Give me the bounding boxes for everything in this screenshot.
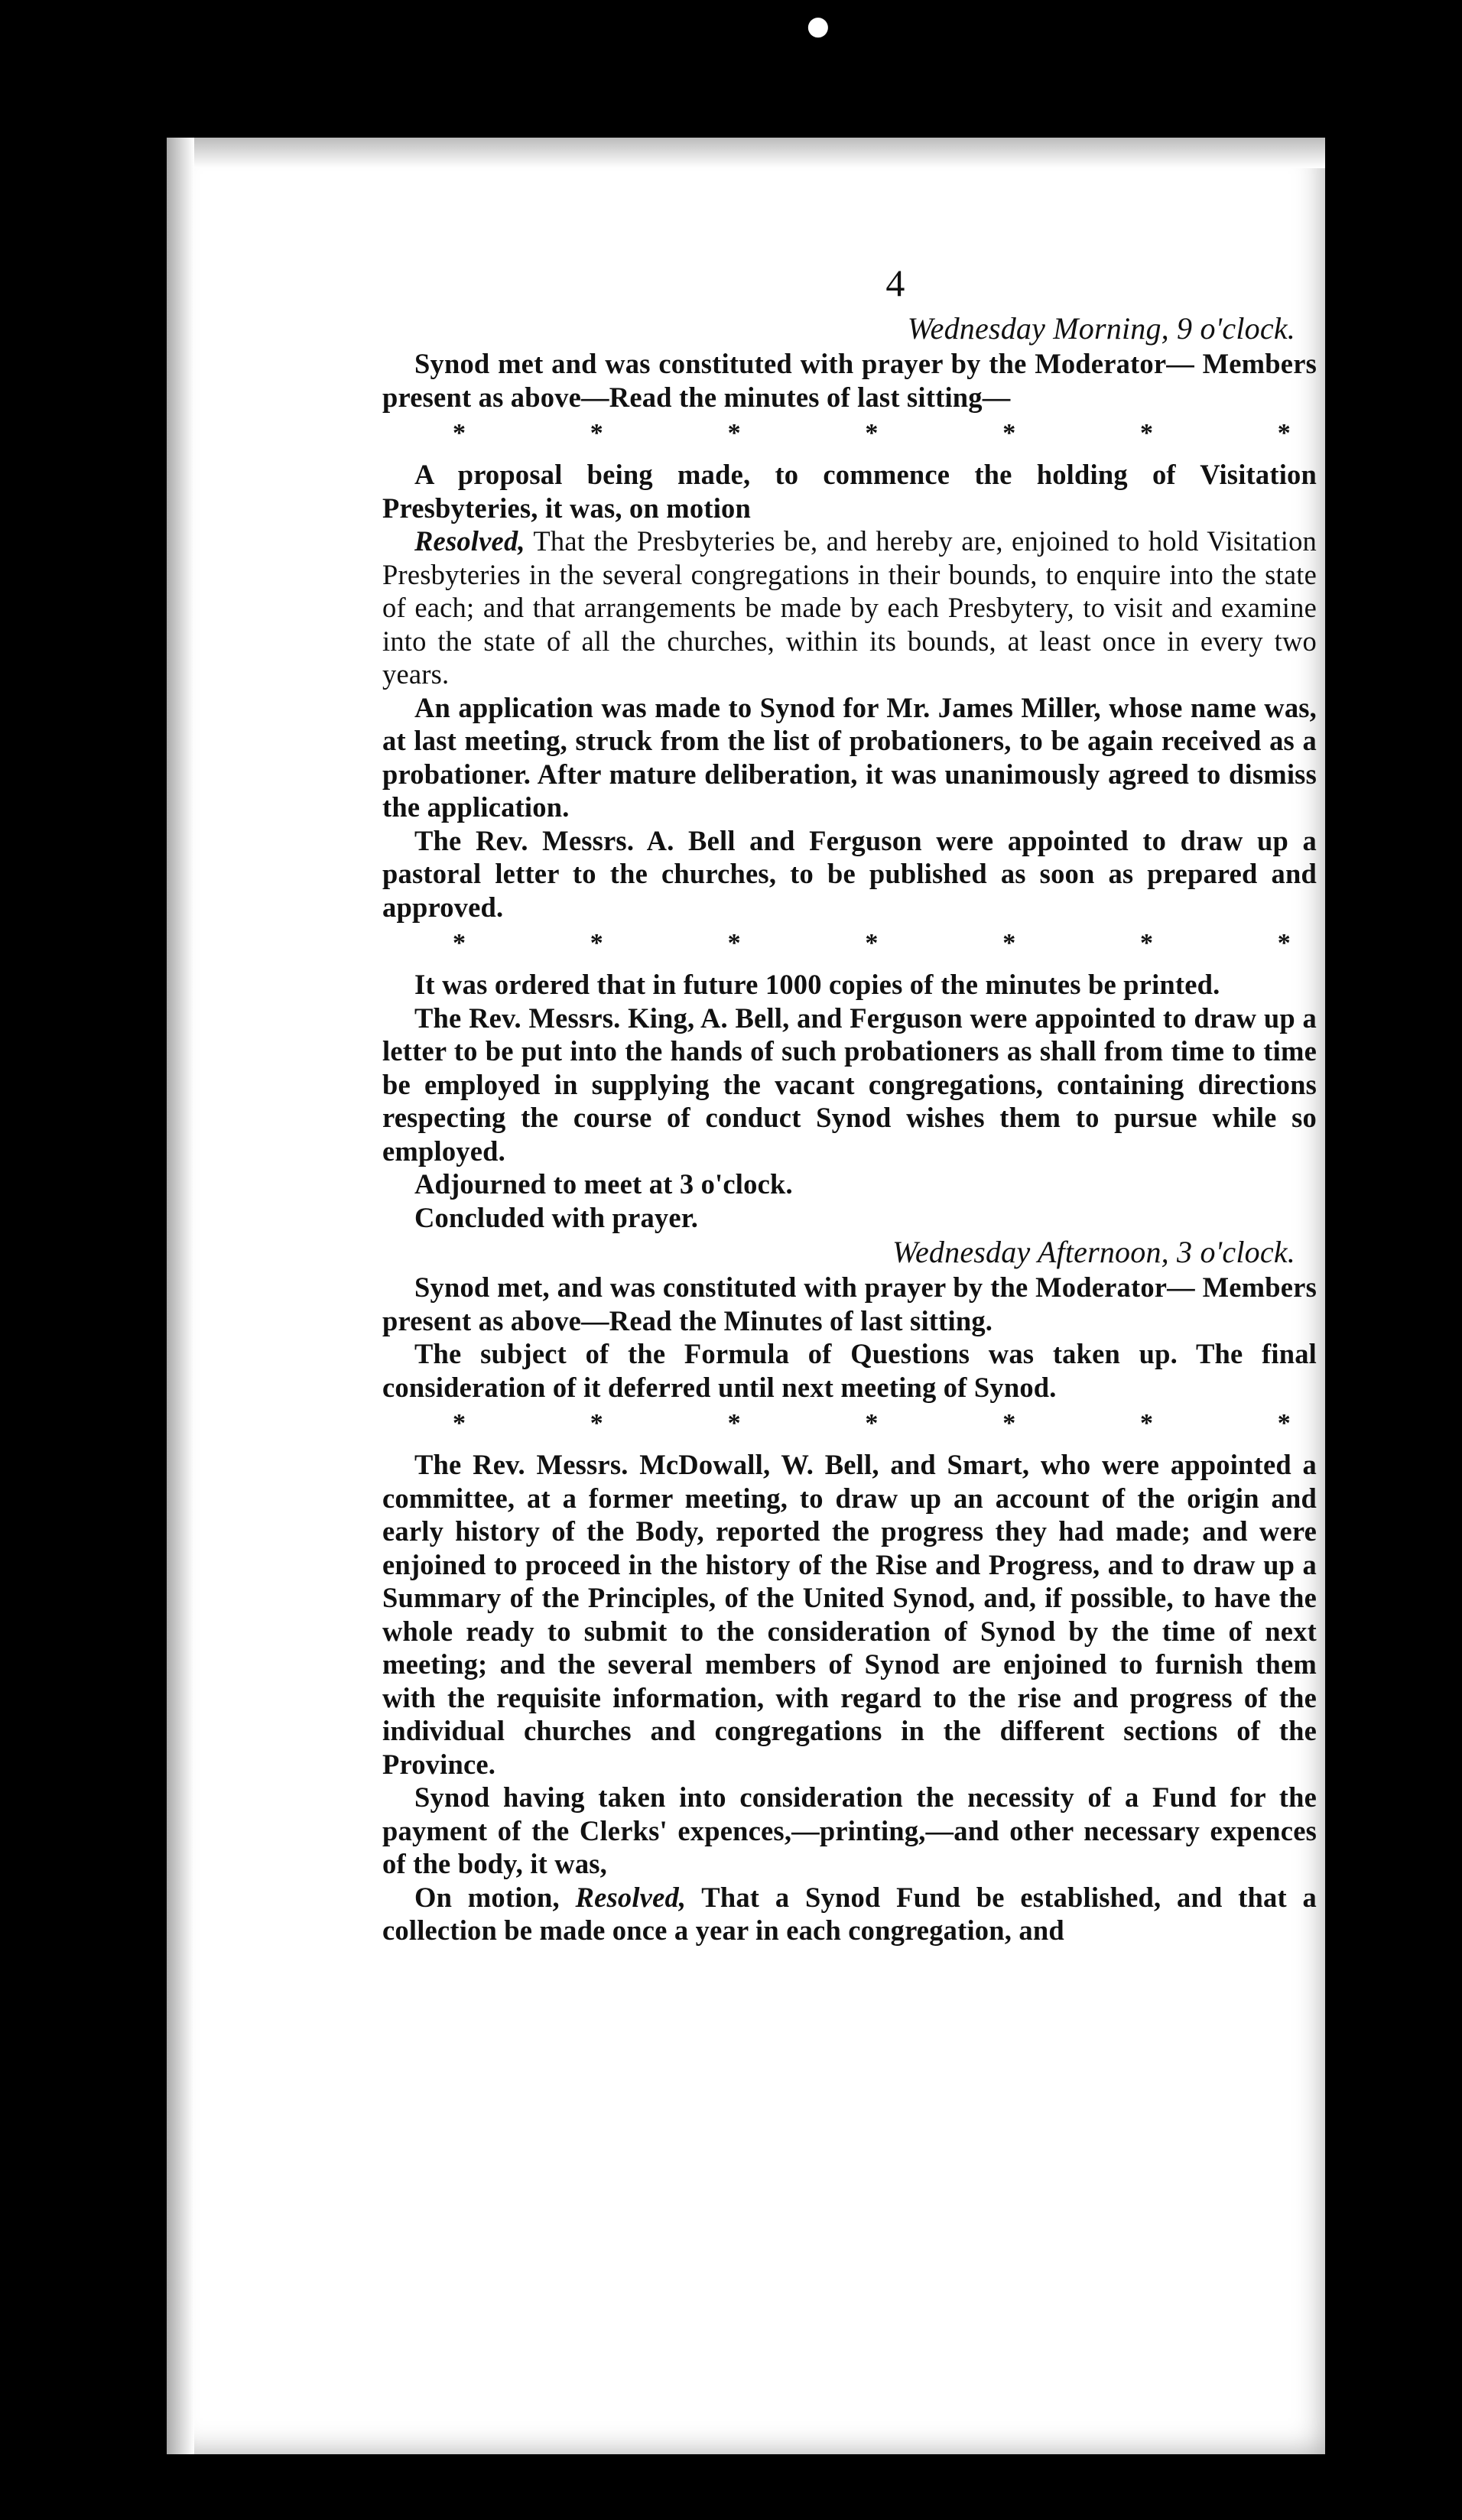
separator-star: * — [590, 1409, 603, 1437]
separator-star: * — [865, 1409, 879, 1437]
separator-star: * — [1139, 929, 1154, 957]
section-heading-morning: Wednesday Morning, 9 o'clock. — [907, 311, 1295, 346]
separator-star: * — [1139, 1409, 1154, 1437]
separator-star: * — [453, 419, 466, 447]
resolved-label: Resolved, — [575, 1881, 687, 1913]
paragraph: The Rev. Messrs. King, A. Bell, and Ferguson were appointed to draw up a letter to be put into the hands of such probationers as shall from time to time be employed in supplying the vacant congregations, containing directions respecting the course of conduct Synod wishes them to pursue while so employed. — [382, 1002, 1317, 1167]
scan-speck: ● — [807, 11, 830, 41]
section-heading-afternoon: Wednesday Afternoon, 3 o'clock. — [892, 1235, 1295, 1269]
separator-star: * — [1002, 1409, 1016, 1437]
paragraph: The Rev. Messrs. A. Bell and Ferguson were appointed to draw up a pastoral letter to the churches, to be published as soon as prepared and approved. — [382, 824, 1317, 923]
paragraph: Synod having taken into consideration the necessity of a Fund for the payment of the Clerks' expences,—printing,—and other necessary expences of the body, it was, — [382, 1781, 1317, 1879]
separator-star: * — [453, 929, 466, 957]
paragraph: It was ordered that in future 1000 copies of the minutes be printed. — [414, 969, 1220, 1000]
section-separator — [382, 924, 1317, 968]
separator-star: * — [727, 419, 741, 447]
section-separator — [382, 1404, 1317, 1448]
motion-prefix: On motion, — [414, 1881, 576, 1913]
separator-star: * — [1277, 419, 1291, 447]
separator-star: * — [590, 419, 603, 447]
section-separator — [382, 414, 1317, 458]
paragraph: The subject of the Formula of Questions was taken up. The final consideration of it deferred until next meeting of Synod. — [382, 1338, 1317, 1403]
separator-star: * — [1002, 929, 1016, 957]
paragraph: An application was made to Synod for Mr. James Miller, whose name was, at last meeting, struck from the list of probationers, to be again received as a probationer. After mature deliberation, it was unanimously agreed to dismiss the application. — [382, 691, 1317, 823]
resolution-paragraph — [382, 524, 1317, 691]
separator-star: * — [865, 419, 879, 447]
document-body — [382, 260, 1317, 1947]
paragraph: A proposal being made, to commence the holding of Visitation Presbyteries, it was, on motion — [382, 459, 1317, 524]
resolution-paragraph — [382, 1881, 1317, 1947]
separator-star: * — [1002, 419, 1016, 447]
separator-star: * — [590, 929, 603, 957]
separator-star: * — [1139, 419, 1154, 447]
separator-star: * — [453, 1409, 466, 1437]
separator-star: * — [727, 1409, 741, 1437]
resolution-text: That the Presbyteries be, and hereby are, enjoined to hold Visitation Presbyteries in the several congregations in their bounds, to enquire into the state of each; and that arrangements be made by each Presbytery, to visit and examine into the state of all the churches, within its bounds, at least once in every two years. — [382, 525, 1317, 690]
page-number: 4 — [885, 261, 905, 304]
resolved-label: Resolved, — [414, 525, 525, 557]
paragraph: The Rev. Messrs. McDowall, W. Bell, and Smart, who were appointed a committee, at a former meeting, to draw up an account of the origin and early history of the Body, reported the progress they had made; and were enjoined to proceed in the history of the Rise and Progress, and to draw up a Summary of the Principles, of the United Synod, and, if possible, to have the whole ready to submit to the consideration of Synod by the time of next meeting; and the several members of Synod are enjoined to furnish them with the requisite information, with regard to the rise and progress of the individual churches and congregations in the different sections of the Province. — [382, 1449, 1317, 1780]
paragraph: Concluded with prayer. — [414, 1201, 699, 1233]
paragraph: Adjourned to meet at 3 o'clock. — [414, 1168, 793, 1200]
separator-star: * — [727, 929, 741, 957]
paragraph: Synod met and was constituted with prayer by the Moderator— Members present as above—Read the minutes of last sitting— — [382, 348, 1317, 413]
separator-star: * — [1277, 1409, 1291, 1437]
separator-star: * — [1277, 929, 1291, 957]
separator-star: * — [865, 929, 879, 957]
paragraph: Synod met, and was constituted with prayer by the Moderator— Members present as above—Read the Minutes of last sitting. — [382, 1271, 1317, 1336]
resolution-text: That a Synod Fund be established, and that a collection be made once a year in each congregation, and — [382, 1881, 1317, 1946]
